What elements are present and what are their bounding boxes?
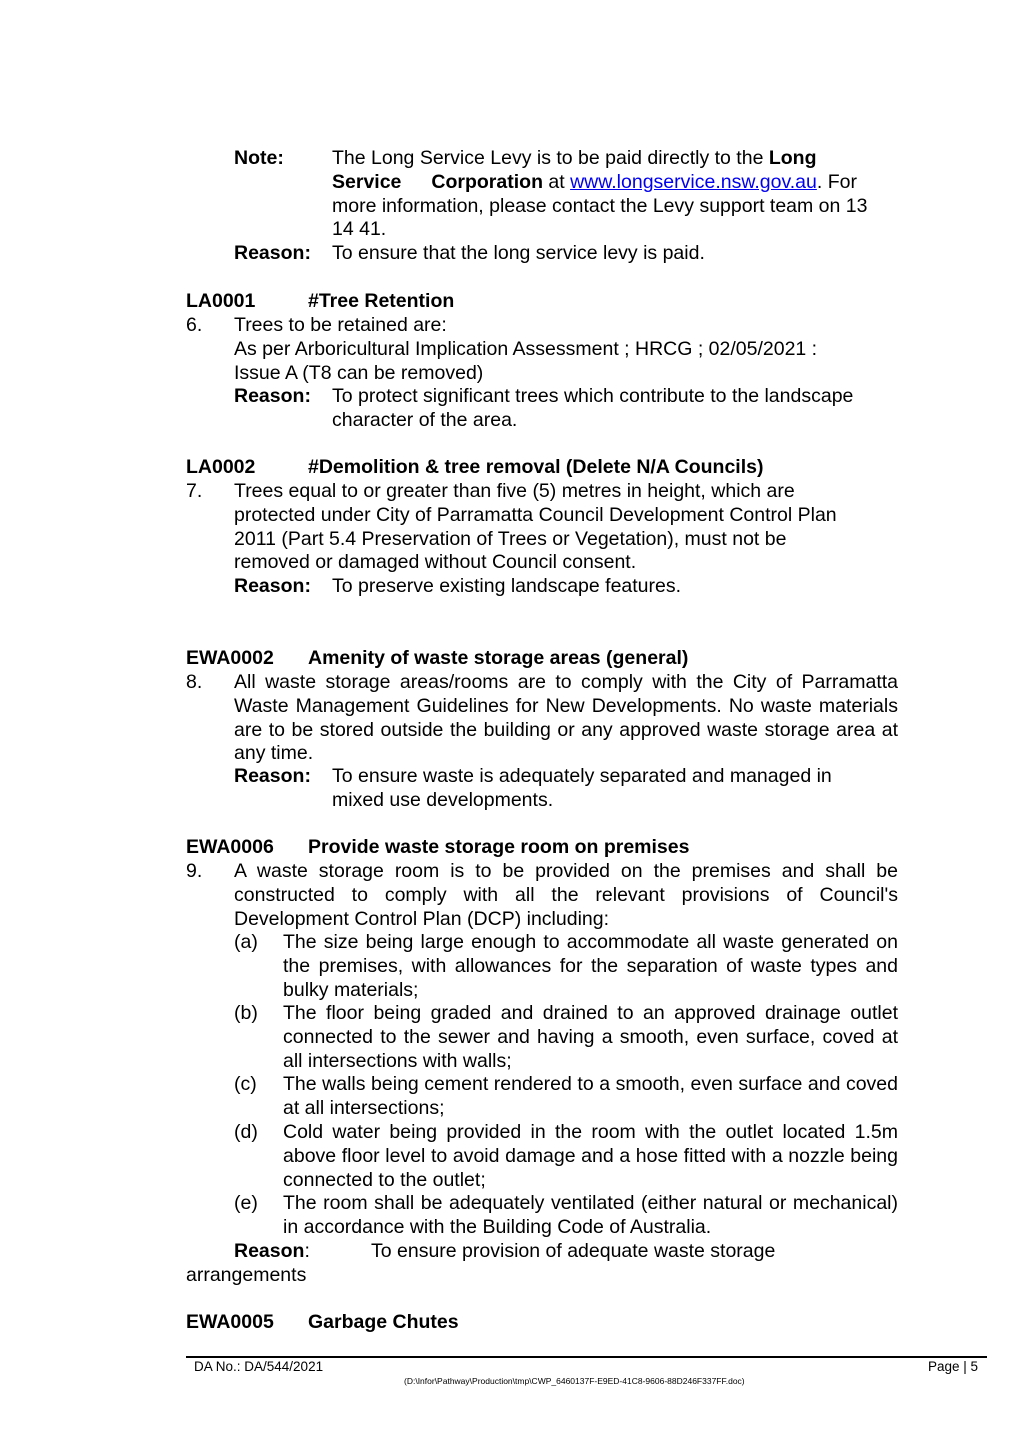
- ewa0006-item-e-text: The room shall be adequately ventilated (either natural or mechanical) in accordance with the Building Code of Australia.: [283, 1192, 898, 1238]
- ewa0006-reason-word: Reason: [234, 1240, 305, 1262]
- ewa0006-item-d-text: Cold water being provided in the room with the outlet located 1.5m above floor level to avoid damage and a hose fitted with a nozzle being connected to the outlet;: [283, 1121, 898, 1191]
- note-line-1: [332, 147, 817, 171]
- la0001-title: #Tree Retention: [308, 290, 455, 312]
- la0001-code: LA0001: [186, 290, 256, 312]
- ewa0006-code: EWA0006: [186, 836, 274, 858]
- ewa0006-reason-2: arrangements: [186, 1264, 307, 1286]
- la0002-line-2: protected under City of Parramatta Council Development Control Plan: [234, 504, 837, 526]
- note-reason-label: Reason:: [234, 242, 311, 264]
- ewa0006-item-b-label: (b): [234, 1002, 258, 1024]
- la0002-line-1: Trees equal to or greater than five (5) metres in height, which are: [234, 480, 795, 502]
- note-text-b: at: [548, 171, 565, 193]
- ewa0006-item-e-label: (e): [234, 1192, 258, 1214]
- ewa0006-item-b-text: The floor being graded and drained to an approved drainage outlet connected to the sewer and having a smooth, even surface, coved at all intersections with walls;: [283, 1002, 898, 1072]
- la0001-num: 6.: [186, 314, 203, 336]
- la0002-reason: To preserve existing landscape features.: [332, 575, 682, 597]
- ewa0002-para: All waste storage areas/rooms are to comply with the City of Parramatta Waste Management Guidelines for New Developments. No waste materials are to be stored outside the building or any approved waste storage area at any time.: [234, 671, 898, 765]
- ewa0006-item-a-label: (a): [234, 931, 258, 953]
- ewa0006-item-d-label: (d): [234, 1121, 258, 1143]
- ewa0006-item-a-text: The size being large enough to accommodate all waste generated on the premises, with allowances for the separation of waste types and bulky materials;: [283, 931, 898, 1001]
- ewa0006-title: Provide waste storage room on premises: [308, 836, 690, 858]
- la0001-reason-label: Reason:: [234, 385, 311, 407]
- la0002-code: LA0002: [186, 456, 256, 478]
- ewa0002-title: Amenity of waste storage areas (general): [308, 647, 689, 669]
- ewa0005-title: Garbage Chutes: [308, 1311, 459, 1333]
- footer-da-number: DA No.: DA/544/2021: [194, 1359, 324, 1374]
- footer-file-path: (D:\Infor\Pathway\Production\tmp\CWP_6460137F-E9ED-41C8-9606-88D246F337FF.doc): [404, 1376, 745, 1386]
- la0002-line-4: removed or damaged without Council consent.: [234, 551, 637, 573]
- note-bold-b: Service: [332, 171, 402, 193]
- ewa0006-item-c-label: (c): [234, 1073, 257, 1095]
- la0001-line-2: As per Arboricultural Implication Assessment ; HRCG ; 02/05/2021 :: [234, 338, 818, 360]
- ewa0005-code: EWA0005: [186, 1311, 274, 1333]
- ewa0002-reason-2: mixed use developments.: [332, 789, 554, 811]
- ewa0006-num: 9.: [186, 860, 203, 882]
- note-bold-a: Long: [768, 147, 817, 169]
- ewa0002-reason-label: Reason:: [234, 765, 311, 787]
- footer-rule: [186, 1356, 987, 1358]
- note-reason-text: To ensure that the long service levy is paid.: [332, 242, 705, 264]
- la0001-line-1: Trees to be retained are:: [234, 314, 447, 336]
- note-text-c: . For: [816, 171, 857, 193]
- la0002-line-3: 2011 (Part 5.4 Preservation of Trees or Vegetation), must not be: [234, 528, 787, 550]
- longservice-link[interactable]: www.longservice.nsw.gov.au: [570, 171, 817, 193]
- la0001-reason-1: To protect significant trees which contribute to the landscape: [332, 385, 854, 407]
- ewa0006-reason-1: To ensure provision of adequate waste storage: [371, 1240, 776, 1262]
- note-bold-c: Corporation: [431, 171, 543, 193]
- note-label: Note:: [234, 147, 284, 169]
- ewa0006-reason-colon: :: [304, 1240, 310, 1262]
- note-line-3: more information, please contact the Levy support team on 13: [332, 195, 868, 217]
- ewa0002-code: EWA0002: [186, 647, 274, 669]
- note-text-a: The Long Service Levy is to be paid directly to the: [332, 147, 764, 169]
- note-line-2: [332, 171, 857, 195]
- la0002-title: #Demolition & tree removal (Delete N/A Councils): [308, 456, 764, 478]
- ewa0002-num: 8.: [186, 671, 203, 693]
- la0001-reason-2: character of the area.: [332, 409, 518, 431]
- ewa0002-reason-1: To ensure waste is adequately separated and managed in: [332, 765, 832, 787]
- ewa0006-para: A waste storage room is to be provided on the premises and shall be constructed to comply with all the relevant provisions of Council's Development Control Plan (DCP) including:: [234, 860, 898, 930]
- la0002-reason-label: Reason:: [234, 575, 311, 597]
- la0002-num: 7.: [186, 480, 203, 502]
- la0001-line-3: Issue A (T8 can be removed): [234, 362, 484, 384]
- ewa0006-reason-label: [234, 1240, 310, 1264]
- footer-page-number: Page | 5: [928, 1359, 979, 1374]
- note-line-4: 14 41.: [332, 218, 387, 240]
- ewa0006-item-c-text: The walls being cement rendered to a smooth, even surface and coved at all intersections;: [283, 1073, 898, 1119]
